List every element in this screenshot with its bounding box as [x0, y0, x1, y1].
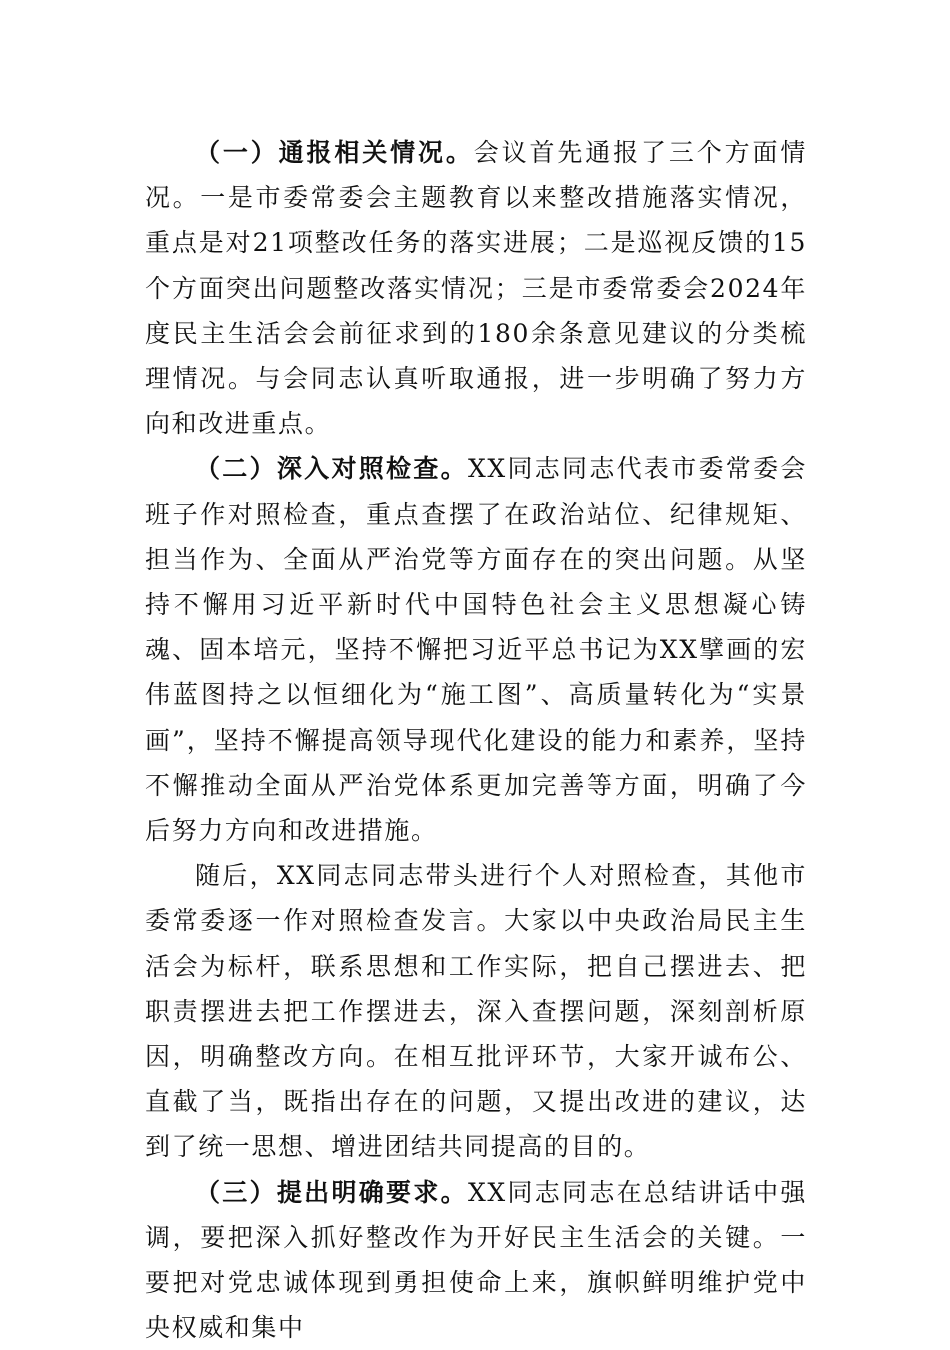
paragraph-followup	[145, 853, 807, 1169]
section-2-text: XX同志同志代表市委常委会班子作对照检查，重点查摆了在政治站位、纪律规矩、担当作为、全面从严治党等方面存在的突出问题。从坚持不懈用习近平新时代中国特色社会主义思想凝心铸魂、固本培元，坚持不懈把习近平总书记为XX擘画的宏伟蓝图持之以恒细化为“施工图”、高质量转化为“实景画”，坚持不懈提高领导现代化建设的能力和素养，坚持不懈推动全面从严治党体系更加完善等方面，明确了今后努力方向和改进措施。	[145, 454, 807, 846]
section-3-text: XX同志同志在总结讲话中强调，要把深入抓好整改作为开好民主生活会的关键。一要把对党忠诚体现到勇担使命上来，旗帜鲜明维护党中央权威和集中	[145, 1177, 807, 1343]
paragraph-section-1	[145, 130, 807, 446]
section-1-text: 会议首先通报了三个方面情况。一是市委常委会主题教育以来整改措施落实情况，重点是对21项整改任务的落实进展；二是巡视反馈的15个方面突出问题整改落实情况；三是市委常委会2024年度民主生活会会前征求到的180余条意见建议的分类梳理情况。与会同志认真听取通报，进一步明确了努力方向和改进重点。	[145, 138, 807, 439]
followup-text: 随后，XX同志同志带头进行个人对照检查，其他市委常委逐一作对照检查发言。大家以中央政治局民主生活会为标杆，联系思想和工作实际，把自己摆进去、把职责摆进去把工作摆进去，深入查摆问题，深刻剖析原因，明确整改方向。在相互批评环节，大家开诚布公、直截了当，既指出存在的问题，又提出改进的建议，达到了统一思想、增进团结共同提高的目的。	[145, 861, 807, 1162]
section-3-heading: （三）提出明确要求。	[195, 1177, 468, 1207]
paragraph-section-3	[145, 1170, 807, 1350]
section-1-heading: （一）通报相关情况。	[195, 138, 474, 167]
paragraph-section-2	[145, 446, 807, 853]
section-2-heading: （二）深入对照检查。	[195, 454, 468, 484]
document-body	[145, 130, 807, 1350]
